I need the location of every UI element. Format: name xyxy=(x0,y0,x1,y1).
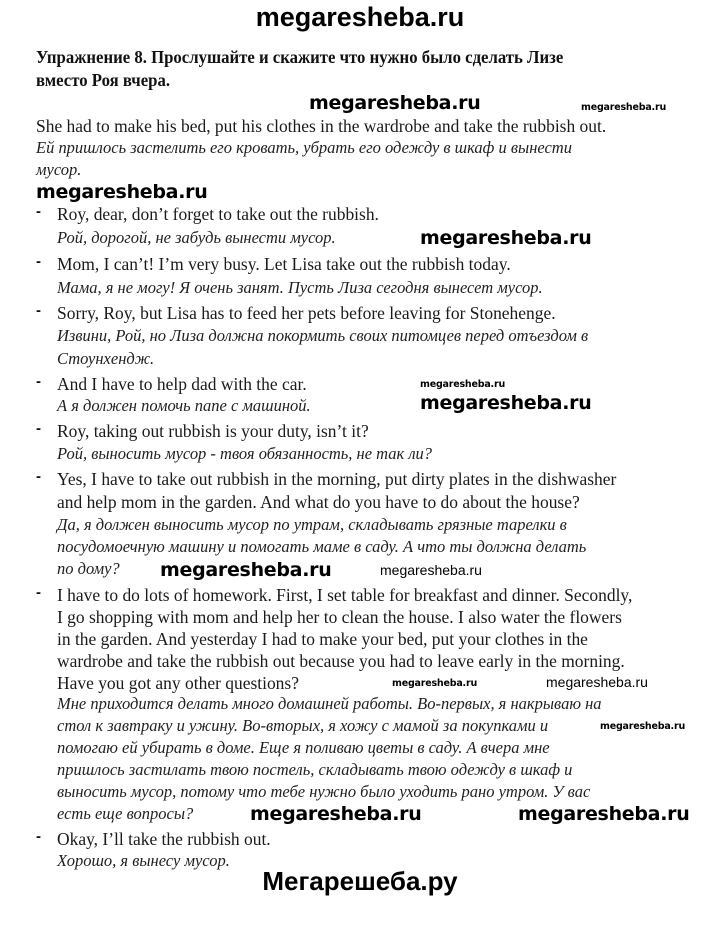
dialogue-english-line: wardrobe and take the rubbish out because you had to leave early in the morning. xyxy=(57,651,625,671)
dialogue-english-line: I go shopping with mom and help her to clean the house. I also water the flowers xyxy=(57,607,622,627)
dash-bullet: - xyxy=(36,584,41,601)
watermark: megaresheba.ru xyxy=(546,674,648,690)
dialogue-russian-line: Рой, дорогой, не забудь вынести мусор. xyxy=(57,228,336,247)
dialogue-russian-line: А я должен помочь папе с машиной. xyxy=(57,396,311,415)
site-footer[interactable]: Мегарешеба.ру xyxy=(262,866,458,896)
summary-russian-line-2: мусор. xyxy=(36,160,82,179)
watermark: megaresheba.ru xyxy=(600,721,686,732)
dialogue-russian-line: посудомоечную машину и помогать маме в саду. А что ты должна делать xyxy=(57,537,587,556)
watermark: megaresheba.ru xyxy=(392,678,478,689)
dash-bullet: - xyxy=(36,420,41,437)
exercise-title-line-1: Упражнение 8. Прослушайте и скажите что нужно было сделать Лизе xyxy=(36,47,564,67)
watermark: megaresheba.ru xyxy=(380,562,482,578)
watermark: megaresheba.ru xyxy=(518,803,690,825)
dash-bullet: - xyxy=(36,373,41,390)
dialogue-english-line: in the garden. And yesterday I had to make your bed, put your clothes in the xyxy=(57,629,588,649)
watermark: megaresheba.ru xyxy=(420,227,592,249)
exercise-title-line-2: вместо Роя вчера. xyxy=(36,70,171,90)
dialogue-russian-line: есть еще вопросы? xyxy=(57,804,194,823)
summary-russian-line-1: Ей пришлось застелить его кровать, убрать его одежду в шкаф и вынести xyxy=(36,138,572,157)
dash-bullet: - xyxy=(36,203,41,220)
dialogue-russian-line: Мне приходится делать много домашней работы. Во-первых, я накрываю на xyxy=(57,694,602,713)
watermark: megaresheba.ru xyxy=(250,803,422,825)
dialogue-russian-line: пришлось застилать твою постель, складывать твою одежду в шкаф и xyxy=(57,760,573,779)
watermark: megaresheba.ru xyxy=(36,181,208,203)
dialogue-russian-line: по дому? xyxy=(57,559,120,578)
dialogue-russian-line: Хорошо, я вынесу мусор. xyxy=(57,851,230,870)
watermark: megaresheba.ru xyxy=(160,559,332,581)
site-header[interactable]: megaresheba.ru xyxy=(255,2,465,32)
dialogue-english-line: Roy, dear, don’t forget to take out the rubbish. xyxy=(57,204,379,224)
dialogue-russian-line: выносить мусор, потому что тебе нужно было уходить рано утром. У вас xyxy=(57,782,591,801)
dialogue-english-line: Sorry, Roy, but Lisa has to feed her pets before leaving for Stonehenge. xyxy=(57,303,556,323)
watermark: megaresheba.ru xyxy=(420,392,592,414)
watermark: megaresheba.ru xyxy=(309,92,481,114)
dash-bullet: - xyxy=(36,253,41,270)
dash-bullet: - xyxy=(36,468,41,485)
dialogue-russian-line: Рой, выносить мусор - твоя обязанность, не так ли? xyxy=(57,444,433,463)
dialogue-english-line: And I have to help dad with the car. xyxy=(57,374,307,394)
dialogue-russian-line: Стоунхендж. xyxy=(57,349,155,368)
dialogue-russian-line: стол к завтраку и ужину. Во-вторых, я хожу с мамой за покупками и xyxy=(57,716,549,735)
dialogue-russian-line: помогаю ей убирать в доме. Еще я поливаю цветы в саду. А вчера мне xyxy=(57,738,550,757)
dialogue-english-line: and help mom in the garden. And what do you have to do about the house? xyxy=(57,492,580,512)
watermark: megaresheba.ru xyxy=(420,379,506,390)
summary-english: She had to make his bed, put his clothes in the wardrobe and take the rubbish out. xyxy=(36,116,607,136)
watermark: megaresheba.ru xyxy=(581,102,667,113)
dialogue-russian-line: Извини, Рой, но Лиза должна покормить своих питомцев перед отъездом в xyxy=(57,326,589,345)
dialogue-english-line: Yes, I have to take out rubbish in the morning, put dirty plates in the dishwasher xyxy=(57,469,617,489)
dialogue-english-line: Okay, I’ll take the rubbish out. xyxy=(57,829,271,849)
dialogue-english-line: Mom, I can’t! I’m very busy. Let Lisa take out the rubbish today. xyxy=(57,254,511,274)
dialogue-russian-line: Мама, я не могу! Я очень занят. Пусть Лиза сегодня вынесет мусор. xyxy=(57,278,543,297)
dash-bullet: - xyxy=(36,828,41,845)
dash-bullet: - xyxy=(36,302,41,319)
dialogue-english-line: Have you got any other questions? xyxy=(57,673,299,693)
dialogue-english-line: Roy, taking out rubbish is your duty, isn’t it? xyxy=(57,421,369,441)
dialogue-english-line: I have to do lots of homework. First, I set table for breakfast and dinner. Secondly, xyxy=(57,585,633,605)
dialogue-russian-line: Да, я должен выносить мусор по утрам, складывать грязные тарелки в xyxy=(57,515,567,534)
